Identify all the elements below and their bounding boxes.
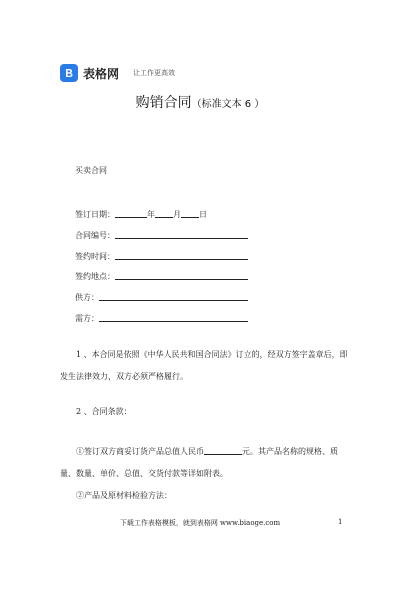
field-label: 合同编号： [75, 231, 115, 240]
sign-date-row [75, 208, 207, 220]
brand-slogan: 让工作更高效 [133, 69, 176, 77]
brand-name: 表格网 [83, 66, 120, 81]
day-label: 日 [199, 210, 207, 219]
field-buyer [75, 312, 248, 324]
clause-2-heading: 2 、合同条款： [76, 407, 132, 416]
field-blank [115, 229, 248, 239]
logo-icon [60, 64, 78, 82]
clause-2-2: ②产品及原材料检验方法： [76, 491, 172, 500]
sign-date-label: 签订日期： [75, 210, 115, 219]
clause-2-1-part-b: 元。其产品名称的规格、质量、数量、单价、总值、交货付款等详如附表。 [60, 447, 338, 478]
field-blank [115, 270, 248, 280]
field-sign-time [75, 250, 248, 262]
page-number: 1 [338, 518, 343, 526]
year-label: 年 [147, 210, 155, 219]
month-label: 月 [173, 210, 181, 219]
doc-label: 买卖合同 [75, 166, 107, 175]
page-footer: 下载工作表格模板，就到表格网 www.biaoge.com [119, 519, 281, 527]
field-blank [99, 312, 248, 322]
field-label: 签约时间： [75, 252, 115, 261]
field-label: 签约地点： [75, 272, 115, 281]
field-label: 供方： [75, 293, 99, 302]
document-title [0, 92, 400, 112]
field-label: 需方： [75, 314, 99, 323]
field-sign-place [75, 270, 248, 282]
field-supplier [75, 291, 248, 303]
month-blank [155, 208, 173, 218]
clause-2-1-part-a: ①签订双方商妥订货产品总值人民币 [76, 447, 204, 456]
clause-1: 1 、本合同是依照《中华人民共和国合同法》订立的，经双方签字盖章后，即发生法律效力，双方必须严格履行。 [60, 350, 348, 381]
day-blank [181, 208, 199, 218]
field-blank [115, 250, 248, 260]
field-blank [99, 291, 248, 301]
year-blank [115, 208, 147, 218]
amount-blank [204, 445, 242, 455]
title-sub: （标准文本 6 ） [191, 99, 265, 110]
clause-2-1 [60, 441, 350, 485]
brand-logo [60, 64, 175, 82]
title-main: 购销合同 [135, 95, 192, 111]
field-contract-no [75, 229, 248, 241]
